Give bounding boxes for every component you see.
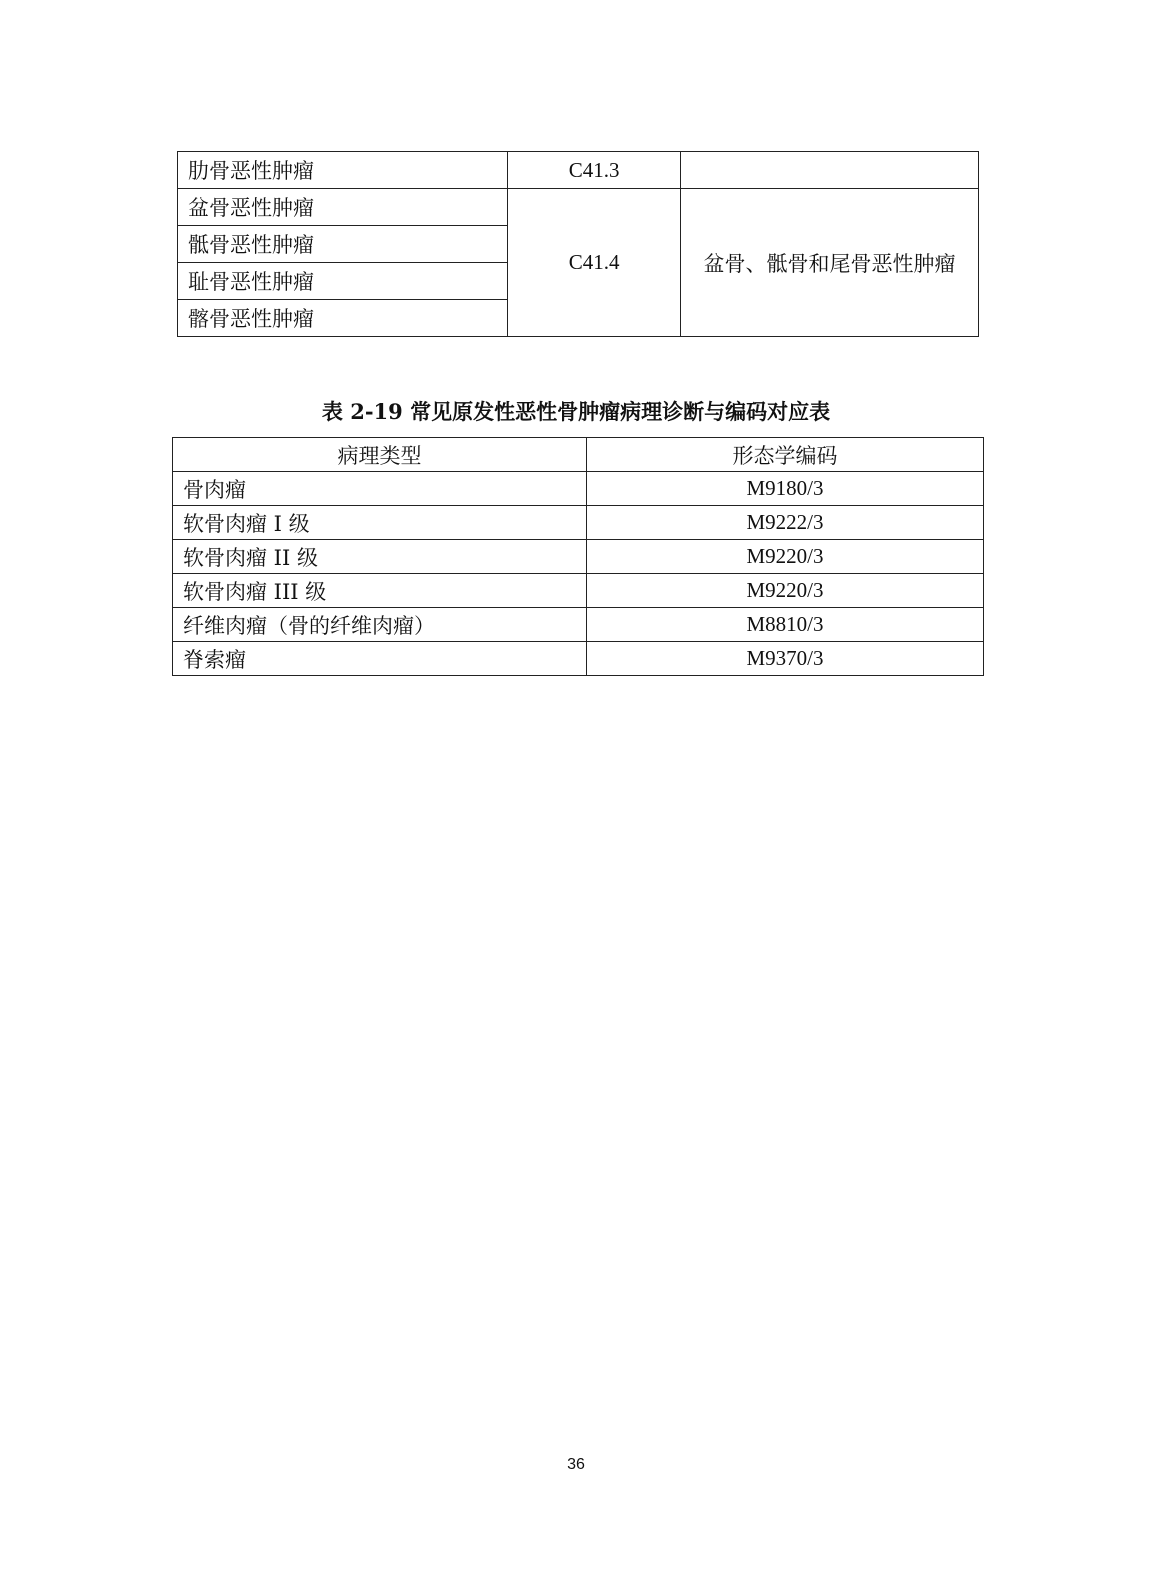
code-cell: C41.4 xyxy=(508,189,681,337)
morphology-code-cell: M9222/3 xyxy=(587,506,984,540)
morphology-code-cell: M9220/3 xyxy=(587,574,984,608)
table-row xyxy=(173,472,984,506)
pathology-type-cell: 纤维肉瘤（骨的纤维肉瘤） xyxy=(173,608,587,642)
pathology-code-table xyxy=(172,437,984,676)
table-header-row xyxy=(173,438,984,472)
morphology-code-cell: M9220/3 xyxy=(587,540,984,574)
code-cell: C41.3 xyxy=(508,152,681,189)
pathology-type-cell: 软骨肉瘤 I 级 xyxy=(173,506,587,540)
table-row xyxy=(173,506,984,540)
pathology-type-cell: 骨肉瘤 xyxy=(173,472,587,506)
icd-code-table xyxy=(177,151,979,337)
table-row xyxy=(173,642,984,676)
table-caption: 表 2-19 常见原发性恶性骨肿瘤病理诊断与编码对应表 xyxy=(321,399,831,424)
morphology-code-cell: M9370/3 xyxy=(587,642,984,676)
pathology-type-cell: 软骨肉瘤 III 级 xyxy=(173,574,587,608)
pathology-type-cell: 脊索瘤 xyxy=(173,642,587,676)
diagnosis-cell: 骶骨恶性肿瘤 xyxy=(178,226,508,263)
description-cell: 盆骨、骶骨和尾骨恶性肿瘤 xyxy=(681,189,979,337)
description-cell xyxy=(681,152,979,189)
table-row xyxy=(173,574,984,608)
diagnosis-cell: 髂骨恶性肿瘤 xyxy=(178,300,508,337)
morphology-code-cell: M8810/3 xyxy=(587,608,984,642)
table-row xyxy=(178,189,979,226)
column-header-morphology-code: 形态学编码 xyxy=(587,438,984,472)
morphology-code-cell: M9180/3 xyxy=(587,472,984,506)
diagnosis-cell: 肋骨恶性肿瘤 xyxy=(178,152,508,189)
table-row xyxy=(173,540,984,574)
diagnosis-cell: 盆骨恶性肿瘤 xyxy=(178,189,508,226)
table-row xyxy=(173,608,984,642)
page-number: 36 xyxy=(567,1456,585,1473)
diagnosis-cell: 耻骨恶性肿瘤 xyxy=(178,263,508,300)
pathology-type-cell: 软骨肉瘤 II 级 xyxy=(173,540,587,574)
table-row xyxy=(178,152,979,189)
column-header-pathology-type: 病理类型 xyxy=(173,438,587,472)
